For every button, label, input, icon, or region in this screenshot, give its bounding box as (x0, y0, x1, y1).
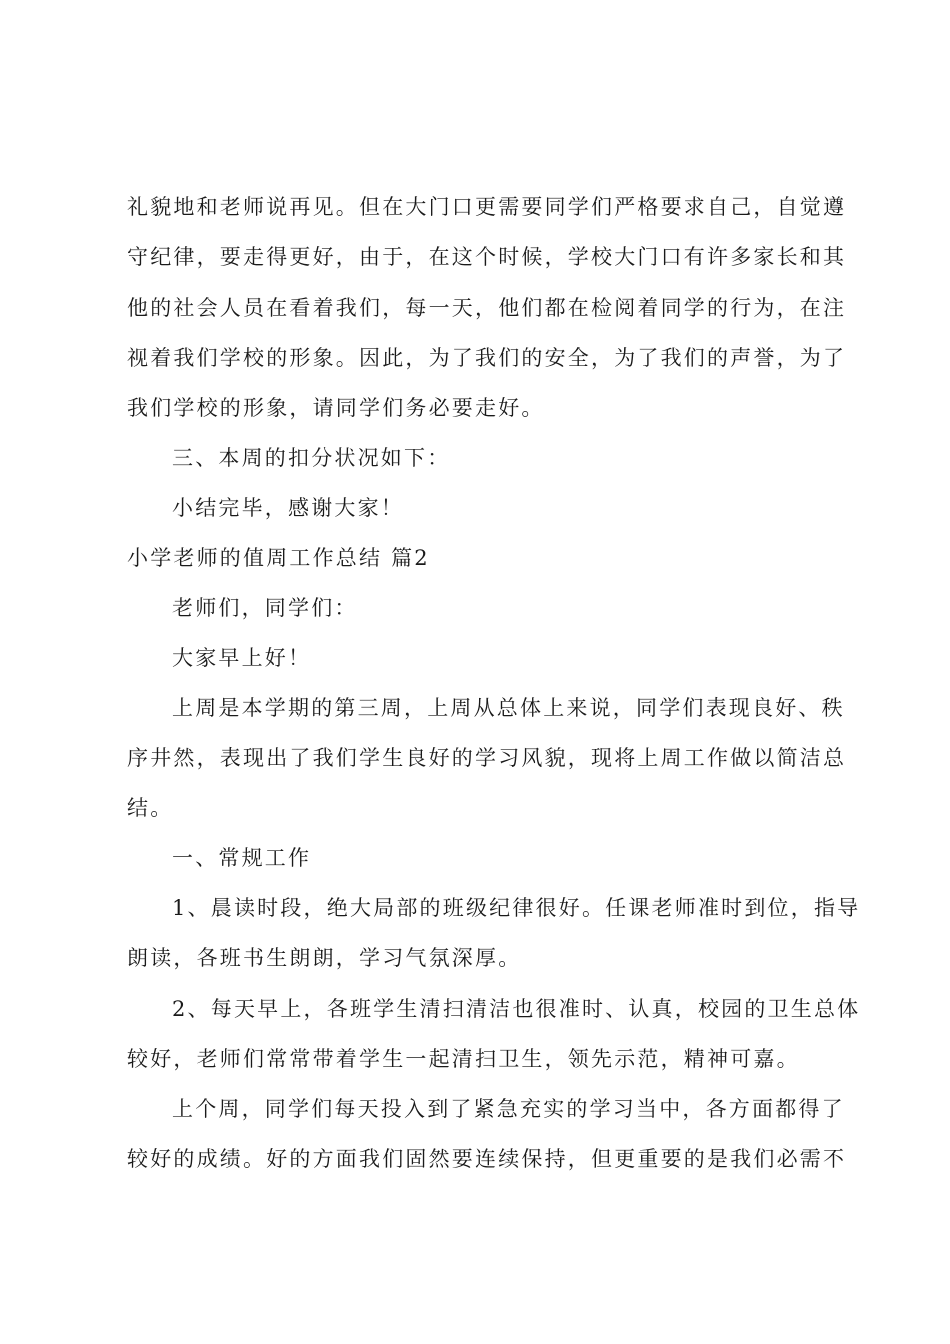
paragraph-line: 序井然，表现出了我们学生良好的学习风貌，现将上周工作做以简洁总 (127, 746, 847, 770)
body-line: 他的社会人员在看着我们，每一天，他们都在检阅着同学的行为，在注 (127, 296, 847, 320)
body-line: 视着我们学校的形象。因此，为了我们的安全，为了我们的声誉，为了 (127, 346, 847, 370)
section-heading: 三、本周的扣分状况如下： (172, 446, 451, 470)
paragraph-line: 上周是本学期的第三周，上周从总体上来说，同学们表现良好、秩 (172, 696, 845, 720)
salutation: 老师们，同学们： (172, 596, 358, 620)
list-item-line: 朗读，各班书生朗朗，学习气氛深厚。 (127, 946, 522, 970)
paragraph-line: 较好的成绩。好的方面我们固然要连续保持，但更重要的是我们必需不 (127, 1147, 847, 1171)
list-item-line: 2、每天早上，各班学生清扫清洁也很准时、认真，校园的卫生总体 (172, 997, 861, 1021)
article-title: 小学老师的值周工作总结 篇2 (127, 546, 430, 570)
body-line: 守纪律，要走得更好，由于，在这个时候，学校大门口有许多家长和其 (127, 245, 847, 269)
section-heading: 一、常规工作 (172, 846, 312, 870)
paragraph-line: 结。 (127, 796, 174, 820)
body-line: 我们学校的形象，请同学们务必要走好。 (127, 396, 545, 420)
closing-line: 小结完毕，感谢大家！ (172, 496, 404, 520)
list-item-line: 1、晨读时段，绝大局部的班级纪律很好。任课老师准时到位，指导 (172, 896, 861, 920)
list-item-line: 较好，老师们常常带着学生一起清扫卫生，领先示范，精神可嘉。 (127, 1047, 800, 1071)
body-line: 礼貌地和老师说再见。但在大门口更需要同学们严格要求自己，自觉遵 (127, 195, 847, 219)
greeting: 大家早上好！ (172, 646, 312, 670)
paragraph-line: 上个周，同学们每天投入到了紧急充实的学习当中，各方面都得了 (172, 1097, 845, 1121)
